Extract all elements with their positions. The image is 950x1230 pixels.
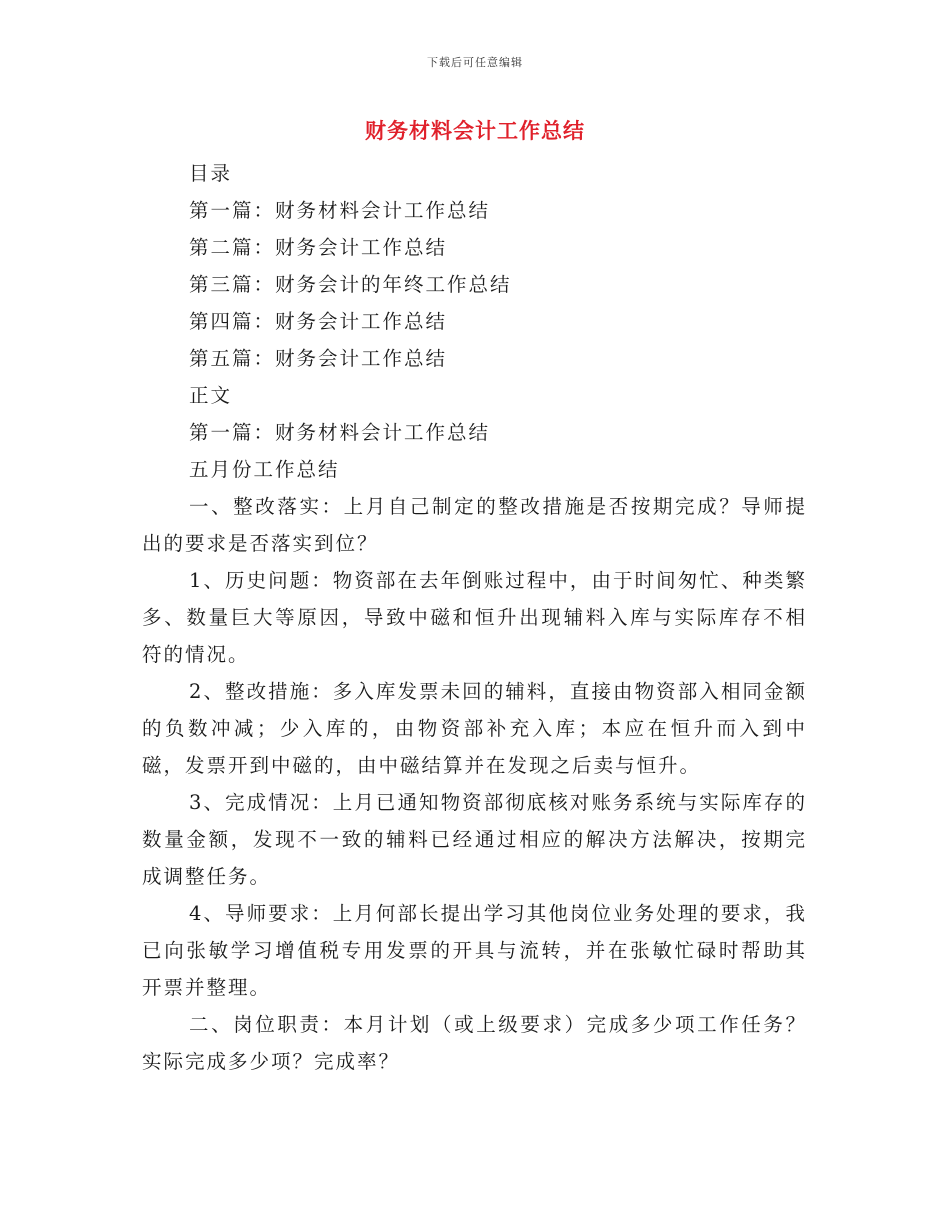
section-title: 第一篇：财务材料会计工作总结 [189, 421, 491, 444]
toc-item-2: 第二篇：财务会计工作总结 [189, 236, 448, 259]
paragraph-rectification: 一、整改落实：上月自己制定的整改措施是否按期完成？导师提出的要求是否落实到位？ [142, 495, 807, 555]
paragraph-mentor-request: 4、导师要求：上月何部长提出学习其他岗位业务处理的要求，我已向张敏学习增值税专用发票的开具与流转，并在张敏忙碌时帮助其开票并整理。 [142, 902, 807, 999]
toc-item-4: 第四篇：财务会计工作总结 [189, 310, 448, 333]
page-header-note: 下载后可任意编辑 [427, 56, 523, 69]
toc-item-3: 第三篇：财务会计的年终工作总结 [189, 273, 512, 296]
toc-heading: 目录 [189, 162, 233, 185]
toc-item-5: 第五篇：财务会计工作总结 [189, 347, 448, 370]
paragraph-job-duties: 二、岗位职责：本月计划（或上级要求）完成多少项工作任务？实际完成多少项？完成率？ [142, 1013, 807, 1073]
document-body [142, 155, 807, 1080]
body-heading: 正文 [189, 384, 233, 407]
paragraph-history-issue: 1、历史问题：物资部在去年倒账过程中，由于时间匆忙、种类繁多、数量巨大等原因，导致中磁和恒升出现辅料入库与实际库存不相符的情况。 [142, 569, 807, 666]
toc-item-1: 第一篇：财务材料会计工作总结 [189, 199, 491, 222]
paragraph-measures: 2、整改措施：多入库发票未回的辅料，直接由物资部入相同金额的负数冲减；少入库的，由物资部补充入库；本应在恒升而入到中磁，发票开到中磁的，由中磁结算并在发现之后卖与恒升。 [142, 680, 807, 777]
section-subtitle: 五月份工作总结 [189, 458, 340, 481]
paragraph-completion: 3、完成情况：上月已通知物资部彻底核对账务系统与实际库存的数量金额，发现不一致的辅料已经通过相应的解决方法解决，按期完成调整任务。 [142, 791, 807, 888]
document-title: 财务材料会计工作总结 [365, 118, 585, 143]
